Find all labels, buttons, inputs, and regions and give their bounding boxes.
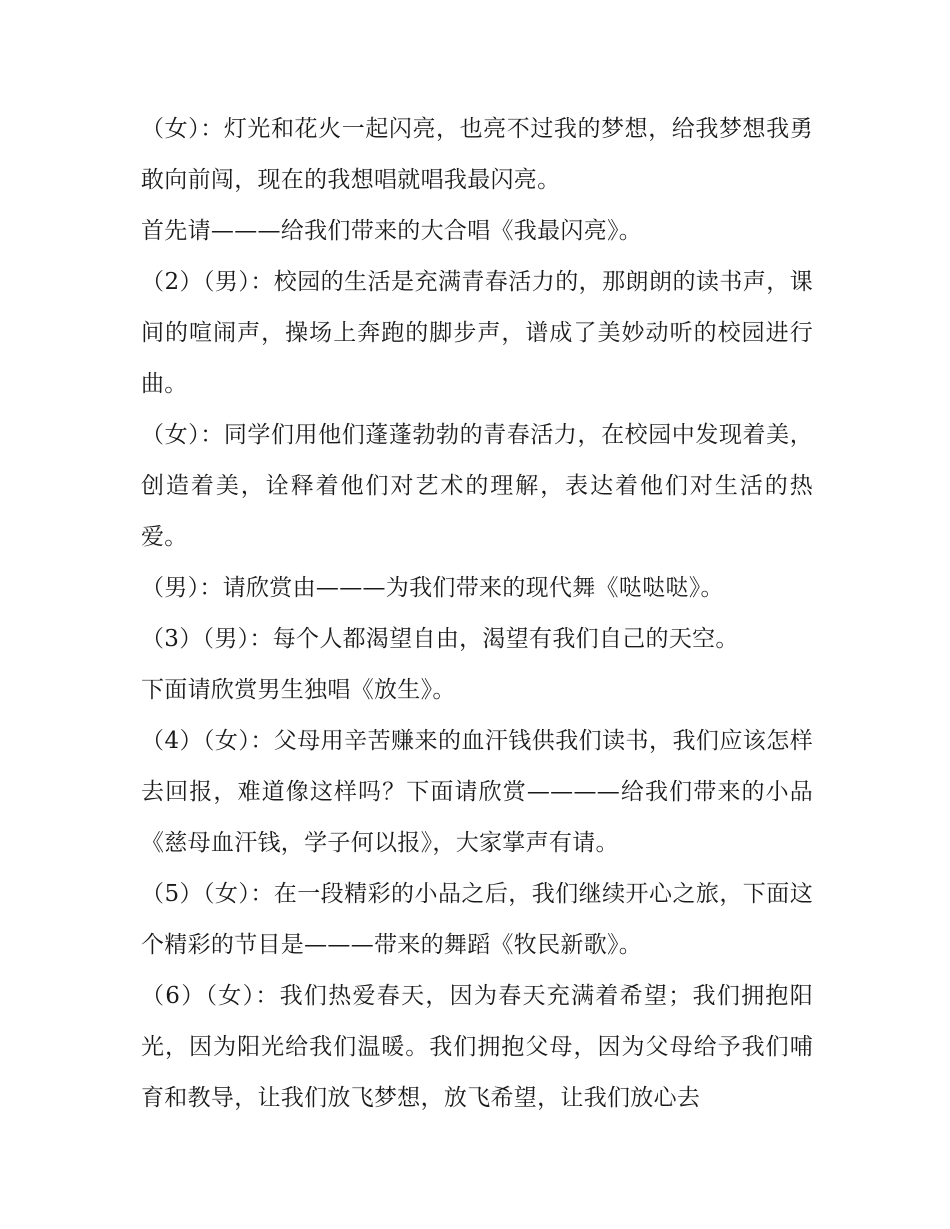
document-body [141, 104, 813, 1124]
paragraph-6-female-spring: （6）（女）：我们热爱春天，因为春天充满着希望；我们拥抱阳光，因为阳光给我们温暖。我们拥抱父母，因为父母给予我们哺育和教导，让我们放飞梦想，放飞希望，让我们放心去 [141, 983, 813, 1111]
paragraph-female-art: （女）：同学们用他们蓬蓬勃勃的青春活力，在校园中发现着美，创造着美，诠释着他们对艺术的理解，表达着他们对生活的热爱。 [141, 422, 813, 550]
paragraph-4-female-skit: （4）（女）：父母用辛苦赚来的血汗钱供我们读书，我们应该怎样去回报，难道像这样吗？下面请欣赏————给我们带来的小品《慈母血汗钱，学子何以报》，大家掌声有请。 [141, 728, 813, 856]
paragraph-solo-intro: 下面请欣赏男生独唱《放生》。 [141, 677, 456, 703]
paragraph-3-male-freedom: （3）（男）：每个人都渴望自由，渴望有我们自己的天空。 [141, 626, 739, 652]
paragraph-male-dance-intro: （男）：请欣赏由———为我们带来的现代舞《哒哒哒》。 [141, 575, 724, 601]
paragraph-5-female-dance: （5）（女）：在一段精彩的小品之后，我们继续开心之旅，下面这个精彩的节目是———带来的舞蹈《牧民新歌》。 [141, 881, 813, 958]
paragraph-female-host-intro: （女）：灯光和花火一起闪亮，也亮不过我的梦想，给我梦想我勇敢向前闯，现在的我想唱就唱我最闪亮。 [141, 116, 813, 193]
paragraph-chorus-intro: 首先请———给我们带来的大合唱《我最闪亮》。 [141, 218, 643, 244]
paragraph-2-male-campus: （2）（男）：校园的生活是充满青春活力的，那朗朗的读书声，课间的喧闹声，操场上奔跑的脚步声，谱成了美妙动听的校园进行曲。 [141, 269, 813, 397]
